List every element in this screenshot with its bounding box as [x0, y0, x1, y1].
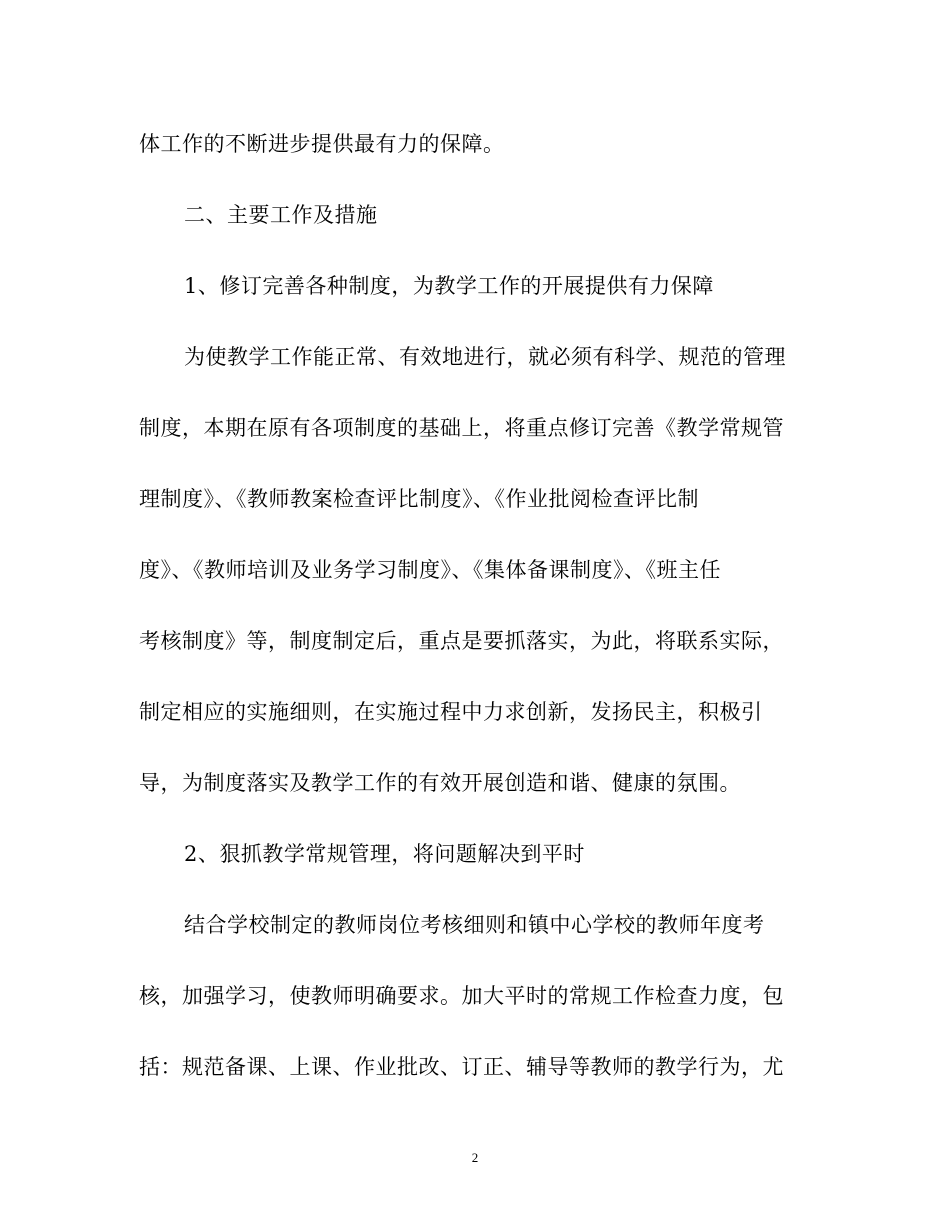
paragraph-line: 制度，本期在原有各项制度的基础上，将重点修订完善《教学常规管: [139, 416, 784, 440]
subsection-heading: 1、修订完善各种制度，为教学工作的开展提供有力保障: [184, 274, 714, 298]
paragraph-line: 度》、《教师培训及业务学习制度》、《集体备课制度》、《班主任: [139, 558, 721, 582]
paragraph-line: 理制度》、《教师教案检查评比制度》、《作业批阅检查评比制: [139, 487, 699, 511]
paragraph-line: 体工作的不断进步提供最有力的保障。: [139, 132, 505, 156]
paragraph-line: 制定相应的实施细则，在实施过程中力求创新，发扬民主，积极引: [139, 700, 763, 724]
paragraph-line: 考核制度》等，制度制定后，重点是要抓落实，为此，将联系实际，: [139, 629, 784, 653]
page-number: 2: [471, 1150, 479, 1165]
section-heading: 二、主要工作及措施: [184, 203, 378, 227]
paragraph-line: 导，为制度落实及教学工作的有效开展创造和谐、健康的氛围。: [139, 771, 741, 795]
paragraph-line: 为使教学工作能正常、有效地进行，就必须有科学、规范的管理: [184, 345, 786, 369]
paragraph-line: 核，加强学习，使教师明确要求。加大平时的常规工作检查力度，包: [139, 984, 784, 1008]
paragraph-line: 结合学校制定的教师岗位考核细则和镇中心学校的教师年度考: [184, 913, 765, 937]
paragraph-line: 括：规范备课、上课、作业批改、订正、辅导等教师的教学行为，尤: [139, 1055, 784, 1079]
subsection-heading: 2、狠抓教学常规管理，将问题解决到平时: [184, 842, 585, 866]
